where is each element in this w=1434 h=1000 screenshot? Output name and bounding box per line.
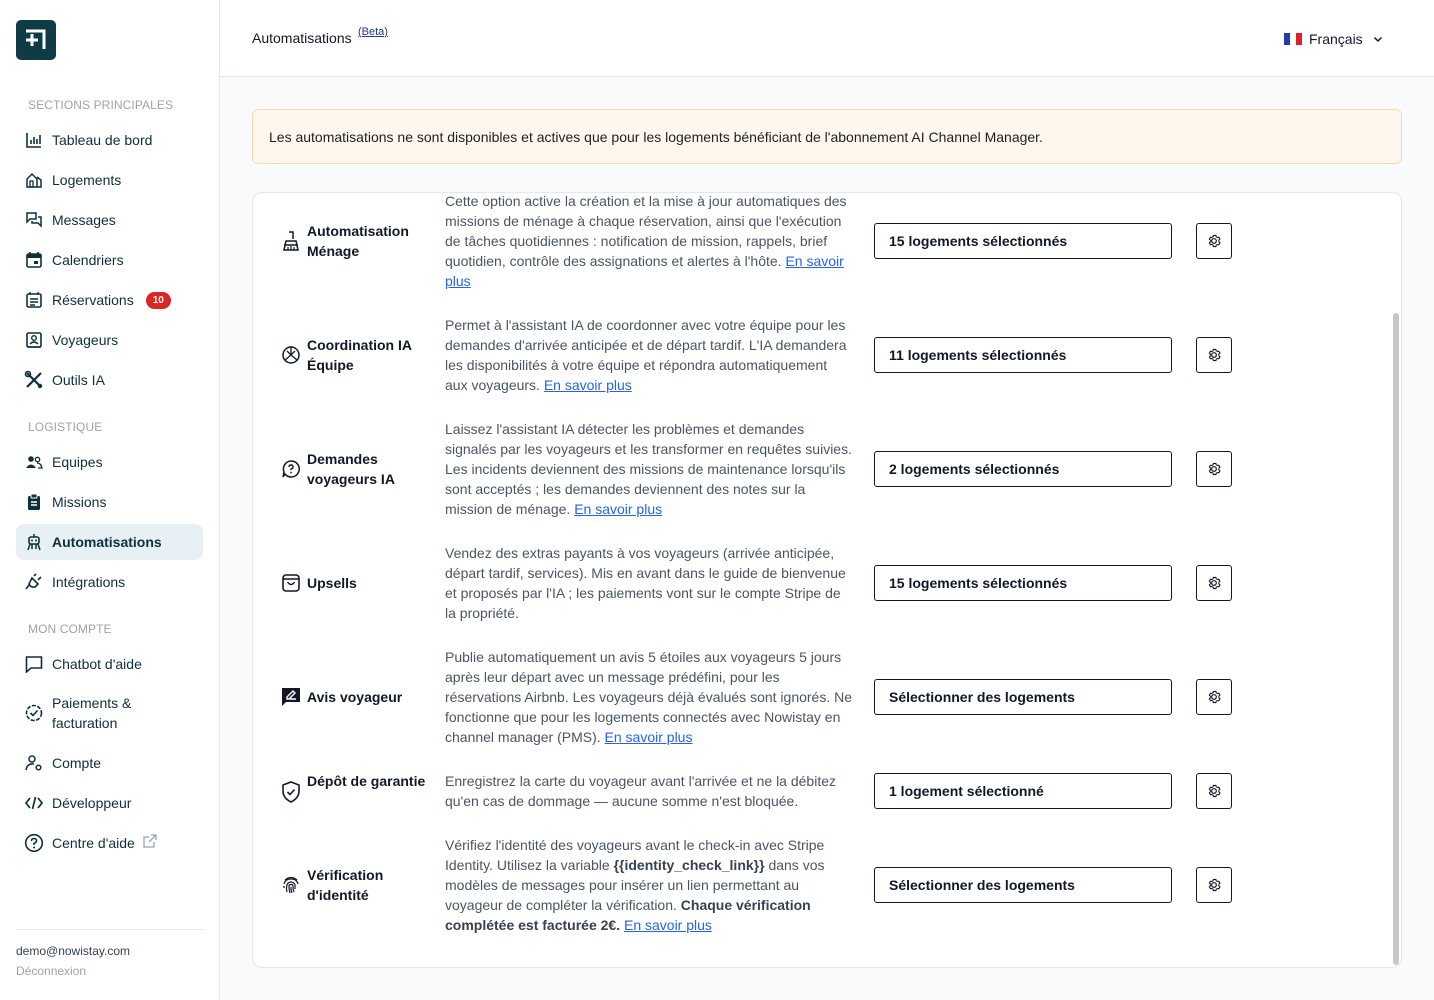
chevron-down-icon xyxy=(1373,31,1383,47)
automation-description: Publie automatiquement un avis 5 étoiles aux voyageurs 5 jours après leur départ avec un message prédéfini, pour les réservations Airbnb. Les voyageurs déjà évalués sont ignorés. Ne fonctionne que pour les logements connectés avec Nowistay en channel manager (PMS). En savoir plus xyxy=(445,649,853,745)
settings-button-demandes[interactable] xyxy=(1196,451,1232,487)
team-icon xyxy=(24,452,44,472)
learn-more-link[interactable]: En savoir plus xyxy=(445,253,844,289)
sidebar-item-label: Messages xyxy=(52,212,116,228)
properties-select-avis[interactable]: Sélectionner des logements xyxy=(874,679,1172,715)
sidebar-item-label: Intégrations xyxy=(52,574,126,590)
sidebar-item-label: Paiements & facturation xyxy=(52,695,132,731)
properties-select-upsells[interactable]: 15 logements sélectionnés xyxy=(874,565,1172,601)
house-icon xyxy=(24,170,44,190)
sidebar-item-label: Automatisations xyxy=(52,534,162,550)
sidebar-item-equipes[interactable] xyxy=(16,444,203,480)
gear-icon xyxy=(1206,783,1222,799)
automation-description: Vérifiez l'identité des voyageurs avant le check-in avec Stripe Identity. Utilisez la variable {{identity_check_link}} dans vos modèles de messages pour insérer un lien permettant au voyageur de compléter la vérification. Chaque vérification complétée est facturée 2€. En savoir plus xyxy=(445,837,825,933)
gear-icon xyxy=(1206,461,1222,477)
traveler-id-icon xyxy=(24,330,44,350)
sidebar-divider xyxy=(16,929,203,930)
learn-more-link[interactable]: En savoir plus xyxy=(543,377,632,393)
sidebar-item-centre-aide[interactable] xyxy=(16,825,203,861)
properties-select-identite[interactable]: Sélectionner des logements xyxy=(874,867,1172,903)
sidebar-item-label: Logements xyxy=(52,172,122,188)
billing-note: Chaque vérification complétée est facturée 2€. xyxy=(445,897,811,933)
logout-link[interactable]: Déconnexion xyxy=(16,964,87,978)
sidebar-item-dashboard[interactable] xyxy=(16,122,203,158)
sidebar-item-voyageurs[interactable] xyxy=(16,322,203,358)
bar-chart-icon xyxy=(24,130,44,150)
cleaning-icon xyxy=(279,229,303,253)
automation-description: Laissez l'assistant IA détecter les problèmes et demandes signalés par les voyageurs et les transformer en requêtes suivies. Les incidents deviennent des missions de maintenance lorsqu'ils sont acceptés ; les demandes deviennent des notes sur la mission de ménage. En savoir plus xyxy=(445,421,852,517)
language-selector[interactable] xyxy=(1284,29,1383,49)
card-scrollbar[interactable] xyxy=(1393,313,1399,965)
automation-name: Upsells xyxy=(307,575,357,591)
settings-button-depot[interactable] xyxy=(1196,773,1232,809)
chat-bubbles-icon xyxy=(24,210,44,230)
sidebar-item-reservations[interactable] xyxy=(16,282,203,318)
subscription-alert xyxy=(252,109,1402,164)
reservations-count-badge: 10 xyxy=(146,292,171,309)
section-label-logistique: LOGISTIQUE xyxy=(28,420,103,434)
external-link-icon xyxy=(143,834,157,853)
gear-icon xyxy=(1206,347,1222,363)
learn-more-link[interactable]: En savoir plus xyxy=(623,917,712,933)
sidebar-item-label: Equipes xyxy=(52,454,103,470)
automation-name: Coordination IA Équipe xyxy=(307,337,412,373)
settings-button-identite[interactable] xyxy=(1196,867,1232,903)
sidebar-item-label: Tableau de bord xyxy=(52,132,153,148)
settings-button-upsells[interactable] xyxy=(1196,565,1232,601)
fingerprint-icon xyxy=(279,873,303,897)
automations-card xyxy=(252,192,1402,968)
beta-link[interactable]: (Beta) xyxy=(358,26,388,38)
language-label: Français xyxy=(1309,31,1363,47)
shield-check-icon xyxy=(279,780,303,804)
settings-button-avis[interactable] xyxy=(1196,679,1232,715)
sidebar-item-label: Voyageurs xyxy=(52,332,119,348)
sidebar-item-label: Centre d'aide xyxy=(52,835,135,851)
gear-icon xyxy=(1206,877,1222,893)
sidebar-item-calendriers[interactable] xyxy=(16,242,203,278)
sidebar-item-developpeur[interactable] xyxy=(16,785,203,821)
sidebar-item-label: Outils IA xyxy=(52,372,105,388)
automation-name: Automatisation Ménage xyxy=(307,223,409,259)
chatbot-icon xyxy=(24,654,44,674)
page-title: Automatisations xyxy=(252,30,352,46)
payment-icon xyxy=(24,703,44,723)
sidebar-item-label: Compte xyxy=(52,755,102,771)
automation-description: Cette option active la création et la mise à jour automatiques des missions de ménage à chaque réservation, ainsi que l'exécution de tâches quotidiennes : notification de mission, rappels, brief quotidien, contrôle des assignations et alertes à l'hôte. En savoir plus xyxy=(445,193,847,289)
properties-select-menage[interactable]: 15 logements sélectionnés xyxy=(874,223,1172,259)
help-icon xyxy=(24,833,44,853)
french-flag-icon xyxy=(1284,33,1302,45)
ai-coordination-icon xyxy=(279,343,303,367)
automation-description: Vendez des extras payants à vos voyageurs (arrivée anticipée, départ tardif, services). Mis en avant dans le guide de bienvenue et proposés par l'IA ; les paiements vont sur le compte Stripe de la propriété. xyxy=(445,545,846,621)
properties-select-demandes[interactable]: 2 logements sélectionnés xyxy=(874,451,1172,487)
sidebar-item-label: Chatbot d'aide xyxy=(52,656,142,672)
automation-name: Avis voyageur xyxy=(307,689,403,705)
sidebar-item-missions[interactable] xyxy=(16,484,203,520)
reservation-list-icon xyxy=(24,290,44,310)
automation-name: Demandes voyageurs IA xyxy=(307,451,395,487)
top-header xyxy=(220,0,1434,77)
sidebar-item-integrations[interactable] xyxy=(16,564,203,600)
sidebar-item-automatisations[interactable] xyxy=(16,524,203,560)
calendar-icon xyxy=(24,250,44,270)
sidebar xyxy=(0,0,220,1000)
automation-name: Vérification d'identité xyxy=(307,867,384,903)
sidebar-item-paiements[interactable] xyxy=(16,691,203,735)
gear-icon xyxy=(1206,233,1222,249)
sidebar-item-label: Réservations xyxy=(52,292,134,308)
sidebar-item-logements[interactable] xyxy=(16,162,203,198)
sidebar-item-compte[interactable] xyxy=(16,745,203,781)
properties-select-coordination[interactable]: 11 logements sélectionnés xyxy=(874,337,1172,373)
logo-mark-icon xyxy=(23,27,49,53)
plug-icon xyxy=(24,572,44,592)
sidebar-item-label: Calendriers xyxy=(52,252,124,268)
sidebar-item-label: Missions xyxy=(52,494,107,510)
learn-more-link[interactable]: En savoir plus xyxy=(604,729,693,745)
sidebar-item-chatbot[interactable] xyxy=(16,646,203,682)
code-icon xyxy=(24,793,44,813)
clipboard-icon xyxy=(24,492,44,512)
section-label-compte: MON COMPTE xyxy=(28,622,112,636)
learn-more-link[interactable]: En savoir plus xyxy=(574,501,663,517)
settings-button-menage[interactable] xyxy=(1196,223,1232,259)
alert-text: Les automatisations ne sont disponibles et actives que pour les logements bénéficiant de l'abonnement AI Channel Manager. xyxy=(269,128,1043,145)
gear-icon xyxy=(1206,689,1222,705)
tools-icon xyxy=(24,370,44,390)
question-bubble-icon xyxy=(279,457,303,481)
settings-button-coordination[interactable] xyxy=(1196,337,1232,373)
automation-name: Dépôt de garantie xyxy=(307,773,426,789)
properties-select-depot[interactable]: 1 logement sélectionné xyxy=(874,773,1172,809)
identity-variable: {{identity_check_link}} xyxy=(613,857,765,873)
user-settings-icon xyxy=(24,753,44,773)
nowistay-logo[interactable] xyxy=(16,20,56,60)
user-email: demo@nowistay.com xyxy=(16,944,130,958)
sidebar-item-label: Développeur xyxy=(52,795,132,811)
sidebar-item-messages[interactable] xyxy=(16,202,203,238)
shopping-bag-icon xyxy=(279,571,303,595)
automation-description: Enregistrez la carte du voyageur avant l'arrivée et ne la débitez qu'en cas de dommage — aucune somme n'est bloquée. xyxy=(445,773,837,809)
gear-icon xyxy=(1206,575,1222,591)
automation-description: Permet à l'assistant IA de coordonner avec votre équipe pour les demandes d'arrivée anticipée et de départ tardif. L'IA demandera les disponibilités à votre équipe et répondra automatiquement aux voyageurs. En savoir plus xyxy=(445,317,847,393)
section-label-main: SECTIONS PRINCIPALES xyxy=(28,98,174,112)
robot-icon xyxy=(24,532,44,552)
sidebar-item-outils-ia[interactable] xyxy=(16,362,203,398)
review-icon xyxy=(279,685,303,709)
